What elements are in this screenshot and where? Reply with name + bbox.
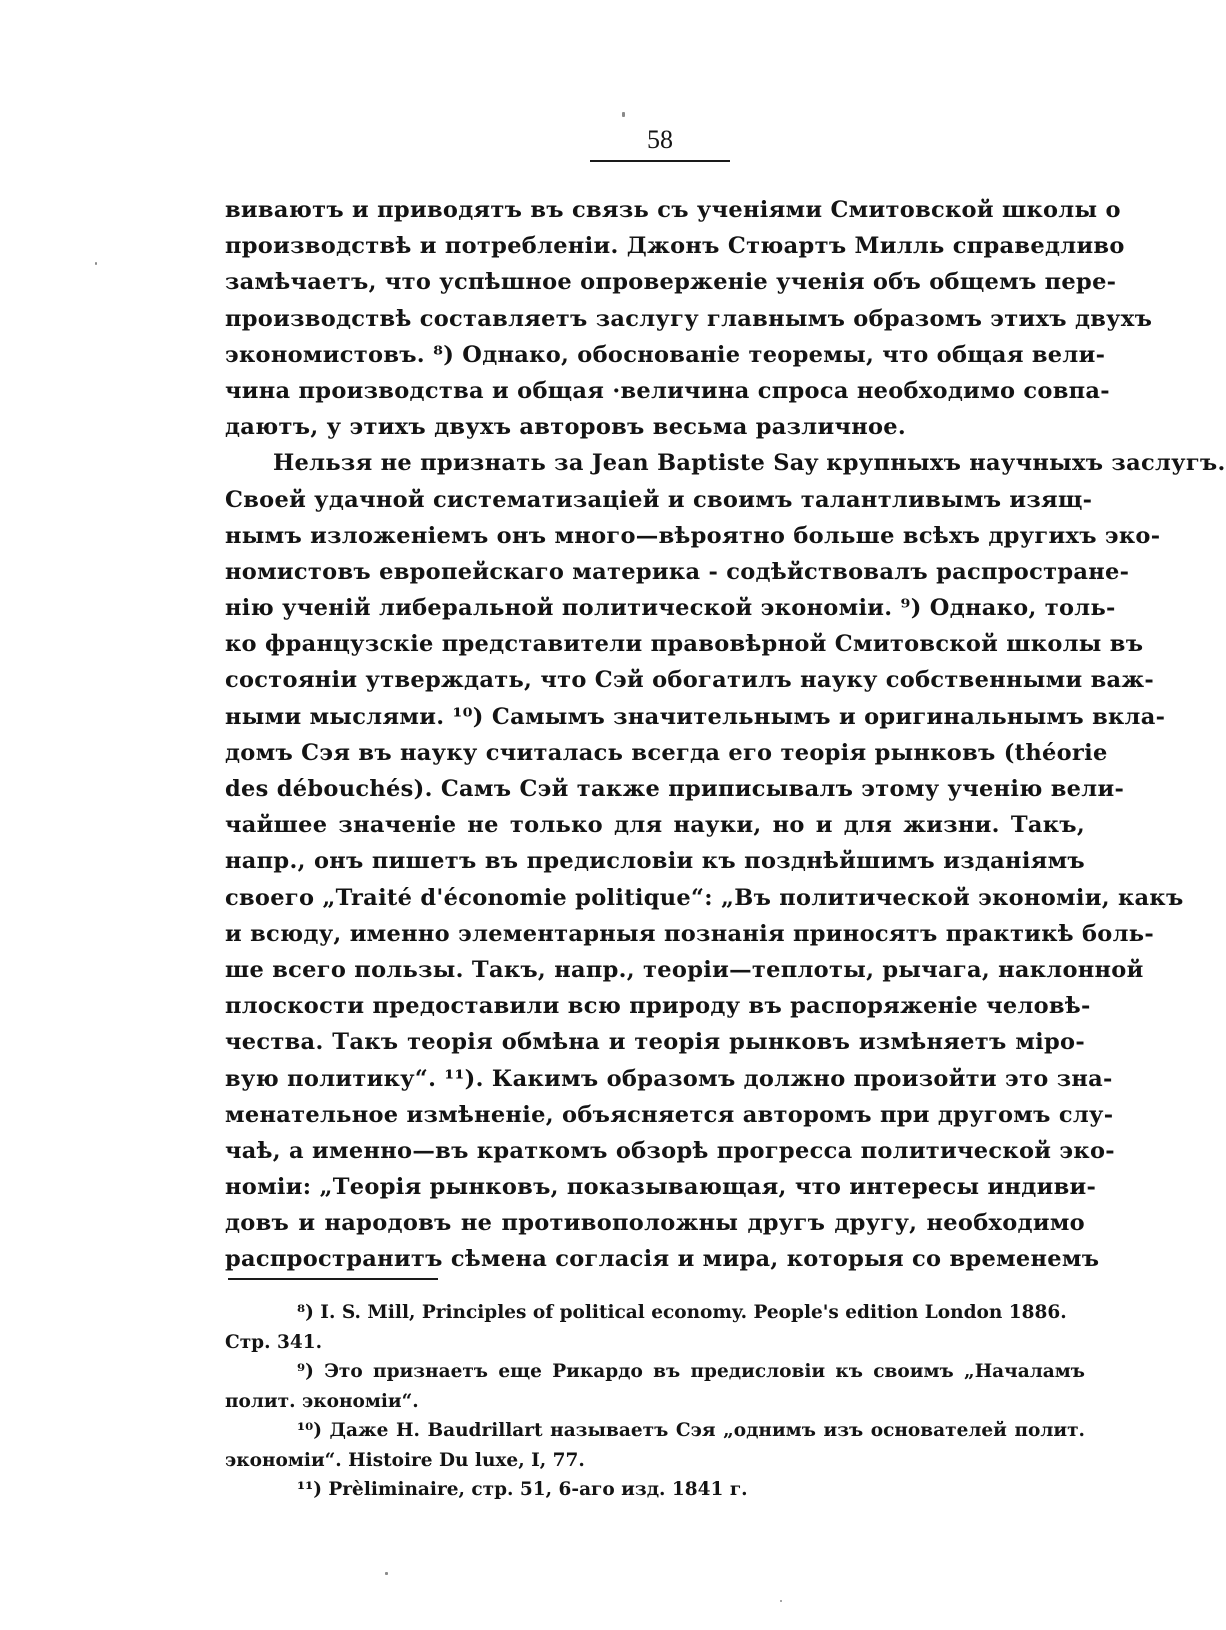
scan-speck bbox=[780, 1600, 782, 1602]
text-line: менательное измѣненіе, объясняется авторомъ при другомъ слу- bbox=[225, 1101, 1114, 1128]
scan-speck bbox=[622, 112, 625, 117]
text-line: производствѣ и потребленіи. Джонъ Стюартъ Милль справедливо bbox=[225, 233, 1125, 260]
text-line: чайшее значеніе не только для науки, но и для жизни. Такъ, bbox=[225, 812, 1085, 839]
text-line: распространитъ сѣмена согласія и мира, которыя со временемъ bbox=[225, 1246, 1100, 1273]
footnotes bbox=[225, 1298, 1085, 1505]
text-line: ными мыслями. ¹⁰) Самымъ значительнымъ и оригинальнымъ вкла- bbox=[225, 703, 1166, 730]
text-line: номистовъ европейскаго материка - содѣйствовалъ распростране- bbox=[225, 558, 1130, 585]
text-line: des débouchés). Самъ Сэй также приписывалъ этому ученію вели- bbox=[225, 776, 1125, 802]
text-line: экономистовъ. ⁸) Однако, обоснованіе теоремы, что общая вели- bbox=[225, 341, 1106, 368]
footnote-rule bbox=[228, 1278, 438, 1280]
footnote-line: ¹¹) Prèliminaire, стр. 51, 6-аго изд. 1841 г. bbox=[297, 1479, 748, 1500]
text-line: своего „Traité d'économie politique“: „Въ политической экономіи, какъ bbox=[225, 884, 1184, 911]
text-line: чина производства и общая ·величина спроса необходимо совпа- bbox=[225, 377, 1110, 404]
header-rule bbox=[590, 160, 730, 162]
footnote-line: ⁹) Это признаетъ еще Рикардо въ предисловіи къ своимъ „Началамъ bbox=[297, 1361, 1085, 1382]
text-line: домъ Сэя въ науку считалась всегда его теорія рынковъ (théorie bbox=[225, 739, 1108, 766]
scan-speck bbox=[95, 262, 97, 265]
footnote-line: Стр. 341. bbox=[225, 1331, 323, 1353]
page-number: 58 bbox=[647, 125, 673, 154]
footnote-line: ¹⁰) Даже H. Baudrillart называетъ Сэя „однимъ изъ основателей полит. bbox=[297, 1420, 1085, 1441]
text-line: напр., онъ пишетъ въ предисловіи къ позднѣйшимъ изданіямъ bbox=[225, 848, 1085, 875]
text-line: Своей удачной систематизаціей и своимъ талантливымъ изящ- bbox=[225, 486, 1093, 513]
footnote-line: экономіи“. Histoire Du luxe, I, 77. bbox=[225, 1449, 585, 1471]
text-line: Нельзя не признать за Jean Baptiste Say крупныхъ научныхъ заслугъ. bbox=[273, 450, 1226, 477]
footnote-line: полит. экономіи“. bbox=[225, 1390, 419, 1412]
text-line: вую политику“. ¹¹). Какимъ образомъ должно произойти это зна- bbox=[225, 1065, 1113, 1092]
text-line: ше всего пользы. Такъ, напр., теоріи—теплоты, рычага, наклонной bbox=[225, 956, 1144, 983]
main-text bbox=[225, 192, 1226, 1278]
text-line: производствѣ составляетъ заслугу главнымъ образомъ этихъ двухъ bbox=[225, 305, 1153, 332]
text-line: ко французскіе представители правовѣрной Смитовской школы въ bbox=[225, 631, 1144, 658]
text-line: состояніи утверждать, что Сэй обогатилъ науку собственными важ- bbox=[225, 667, 1155, 694]
text-line: виваютъ и приводятъ въ связь съ ученіями Смитовской школы о bbox=[225, 197, 1121, 223]
scan-speck bbox=[385, 1572, 388, 1575]
footnote-line: ⁸) I. S. Mill, Principles of political economy. People's edition London 1886. bbox=[297, 1302, 1067, 1323]
text-line: чества. Такъ теорія обмѣна и теорія рынковъ измѣняетъ міро- bbox=[225, 1029, 1085, 1056]
text-line: плоскости предоставили всю природу въ распоряженіе человѣ- bbox=[225, 993, 1091, 1020]
text-line: чаѣ, а именно—въ краткомъ обзорѣ прогресса политической эко- bbox=[225, 1137, 1115, 1164]
text-line: номіи: „Теорія рынковъ, показывающая, что интересы индиви- bbox=[225, 1174, 1097, 1201]
text-line: нію ученій либеральной политической экономіи. ⁹) Однако, толь- bbox=[225, 595, 1116, 622]
text-line: довъ и народовъ не противоположны другъ другу, необходимо bbox=[225, 1210, 1085, 1237]
text-line: нымъ изложеніемъ онъ много—вѣроятно больше всѣхъ другихъ эко- bbox=[225, 522, 1161, 549]
text-line: даютъ, у этихъ двухъ авторовъ весьма различное. bbox=[225, 414, 907, 441]
text-line: и всюду, именно элементарныя познанія приносятъ практикѣ боль- bbox=[225, 920, 1154, 947]
text-line: замѣчаетъ, что успѣшное опроверженіе ученія объ общемъ пере- bbox=[225, 269, 1117, 296]
